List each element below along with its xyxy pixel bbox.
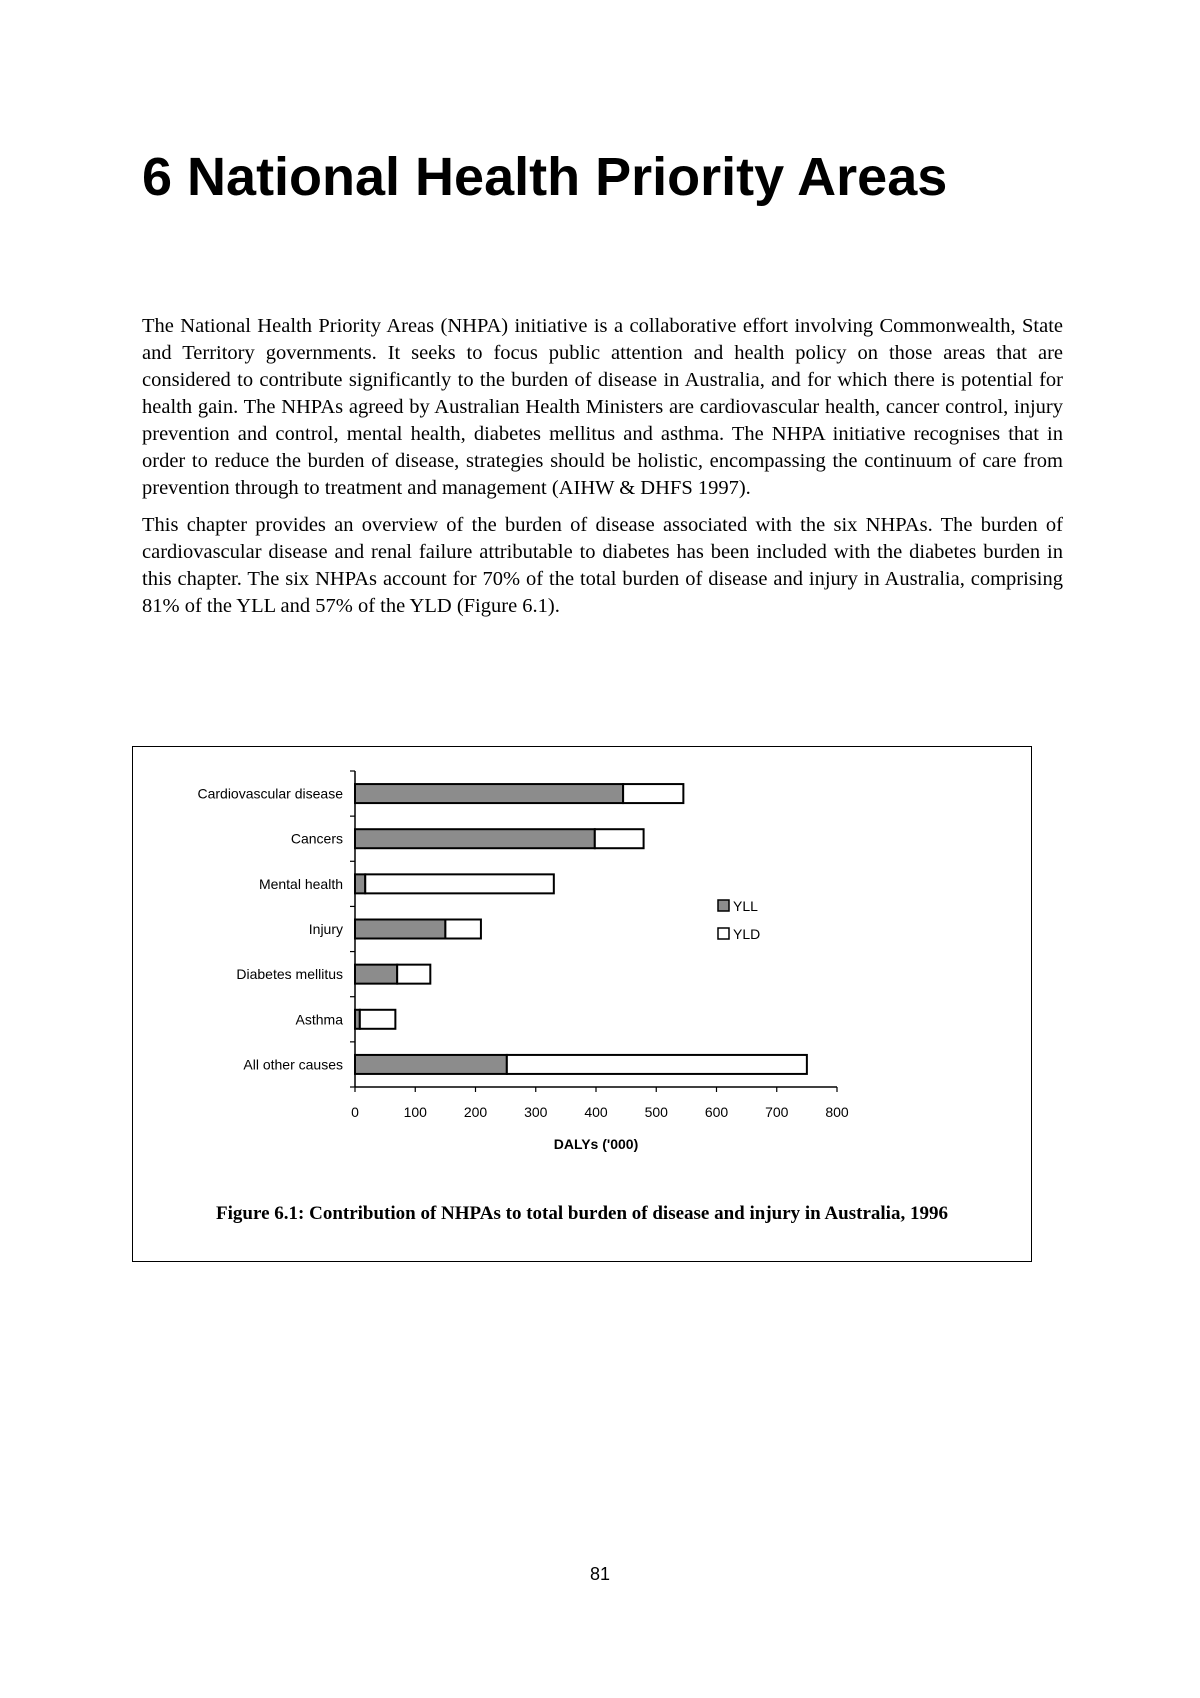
bar-yll <box>355 829 595 848</box>
category-label: Diabetes mellitus <box>236 966 343 983</box>
page-number: 81 <box>589 1564 611 1584</box>
x-tick-label: 200 <box>463 1104 488 1120</box>
x-tick-label: 100 <box>403 1104 427 1120</box>
figure-caption: Figure 6.1: Contribution of NHPAs to total burden of disease and injury in Australia, 1996 <box>216 1203 948 1224</box>
bar-chart <box>133 747 1033 1187</box>
legend-label: YLL <box>733 898 758 914</box>
bar-yld <box>623 784 683 803</box>
bar-yll <box>355 874 365 893</box>
bar-yll <box>355 965 397 984</box>
category-label: All other causes <box>243 1056 343 1073</box>
legend-swatch-yld <box>718 928 729 939</box>
x-tick-label: 400 <box>584 1104 608 1120</box>
paragraph-overview: This chapter provides an overview of the burden of disease associated with the six NHPAs. The burden of cardiovascular disease and renal failure attributable to diabetes has been included with the diabetes burden in this chapter. The six NHPAs account for 70% of the total burden of disease and injury in Australia, comprising 81% of the YLL and 57% of the YLD (Figure 6.1). <box>142 514 1063 617</box>
bar-yld <box>365 874 554 893</box>
legend-label: YLD <box>733 926 761 942</box>
body-text <box>142 313 1063 630</box>
bar-yld <box>360 1010 396 1029</box>
bar-yld <box>445 920 481 939</box>
legend-swatch-yll <box>718 900 729 911</box>
bar-yld <box>595 829 644 848</box>
category-label: Cancers <box>290 830 343 847</box>
bar-yld <box>397 965 430 984</box>
page-title: 6 National Health Priority Areas <box>142 147 948 207</box>
x-tick-label: 500 <box>644 1104 668 1120</box>
x-axis-title: DALYs ('000) <box>553 1136 639 1152</box>
bar-yld <box>507 1055 807 1074</box>
paragraph-intro: The National Health Priority Areas (NHPA) initiative is a collaborative effort involving Commonwealth, State and Territory governments. It seeks to focus public attention and health policy on those areas that are considered to contribute significantly to the burden of disease in Australia, and for which there is potential for health gain. The NHPAs agreed by Australian Health Ministers are cardiovascular health, cancer control, injury prevention and control, mental health, diabetes mellitus and asthma. The NHPA initiative recognises that in order to reduce the burden of disease, strategies should be holistic, encompassing the continuum of care from prevention through to treatment and management (AIHW & DHFS 1997). <box>142 315 1063 499</box>
category-label: Injury <box>308 921 343 937</box>
category-label: Cardiovascular disease <box>197 785 343 802</box>
x-tick-label: 600 <box>704 1104 729 1120</box>
bar-yll <box>355 1055 507 1074</box>
x-tick-label: 300 <box>524 1104 548 1120</box>
figure-box <box>132 746 1032 1262</box>
category-label: Mental health <box>258 875 343 892</box>
x-tick-label: 700 <box>765 1104 789 1120</box>
x-tick-label: 0 <box>351 1104 359 1120</box>
bar-yll <box>355 784 623 803</box>
category-label: Asthma <box>295 1011 343 1028</box>
x-tick-label: 800 <box>825 1104 849 1120</box>
bar-yll <box>355 920 445 939</box>
